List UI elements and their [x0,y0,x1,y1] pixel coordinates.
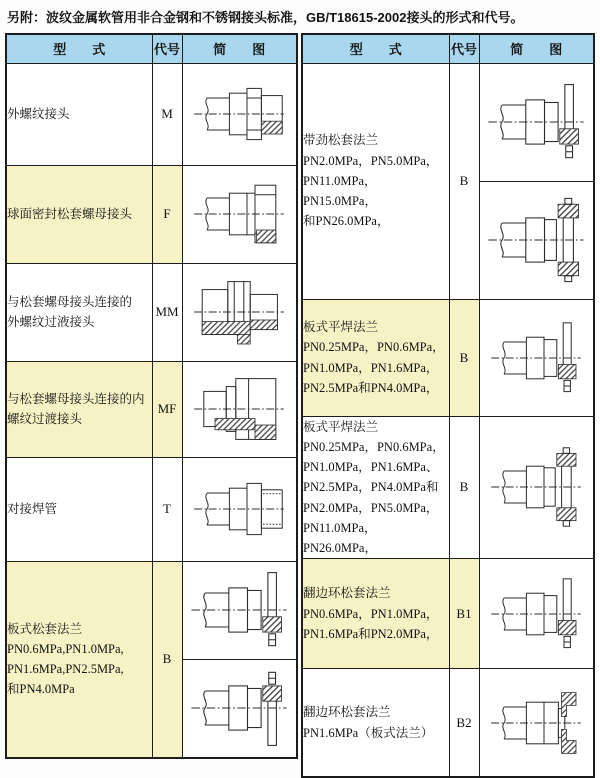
code-cell: F [152,165,182,263]
diagram-flared-ring-loose-flange-plate [480,683,594,763]
table-row [6,63,297,165]
type-cell: 外螺纹接头 [6,63,152,165]
table-row [302,559,594,669]
table-row [302,416,594,559]
left-table [5,33,298,759]
header-diagram: 简 图 [182,34,297,64]
right-header-row [302,34,594,64]
table-row [6,361,297,457]
header-type: 型 式 [302,34,449,64]
left-header-row [6,34,297,64]
type-cell: 翻边环松套法兰 PN1.6MPa（板式法兰） [302,669,449,777]
type-cell: 板式松套法兰 PN0.6MPa,PN1.0MPa, PN1.6MPa,PN2.5MPa, 和PN4.0MPa [6,561,152,758]
diagram-plate-welded-flange [480,318,594,398]
code-cell: B [449,299,479,416]
code-cell: MF [152,361,182,457]
type-cell: 板式平焊法兰 PN0.25MPa，PN0.6MPa， PN1.0MPa，PN1.6MPa， PN2.5MPa和PN4.0MPa， [302,299,449,416]
header-code: 代号 [449,34,479,64]
diagram-plate-loose-flange-up [183,562,297,659]
type-cell: 板式平焊法兰 PN0.25MPa，PN0.6MPa， PN1.0MPa，PN1.6MPa、 PN2.5MPa，PN4.0MPa和 PN2.0MPa，PN5.0MPa， PN11.0MPa，PN26.0MPa， [302,416,449,559]
diagram-plate-welded-flange-both [480,447,594,527]
table-row [6,457,297,561]
code-cell: M [152,63,182,165]
code-cell: B2 [449,669,479,777]
table-row [6,561,297,758]
diagram-male-threaded-joint [183,74,297,154]
diagram-male-female-transition-joint [183,369,297,449]
type-cell: 与松套螺母接头连接的 外螺纹过液接头 [6,263,152,361]
page-title: 另附：波纹金属软管用非合金钢和不锈钢接头标准，GB/T18615-2002接头的形式和代号。 [7,10,524,25]
code-cell: B [449,416,479,559]
table-row [302,63,594,299]
diagram-neck-loose-flange-up [480,64,594,181]
type-cell: 与松套螺母接头连接的内 螺纹过渡接头 [6,361,152,457]
diagram-male-male-transition-joint [183,272,297,352]
diagram-neck-loose-flange-both [480,181,594,299]
type-cell: 对接焊管 [6,457,152,561]
code-cell: B1 [449,559,479,669]
header-type: 型 式 [6,34,152,64]
table-row [302,669,594,777]
type-cell: 带劲松套法兰 PN2.0MPa，PN5.0MPa， PN11.0MPa，PN15.0MPa， 和PN26.0MPa， [302,63,449,299]
table-row [302,299,594,416]
code-cell: T [152,457,182,561]
tables-container [0,33,600,778]
type-cell: 球面密封松套螺母接头 [6,165,152,263]
code-cell: B [449,63,479,299]
header-diagram: 简 图 [479,34,594,64]
right-table [301,33,595,778]
table-row [6,165,297,263]
diagram-plate-loose-flange-down [183,659,297,757]
table-row [6,263,297,361]
diagram-spherical-seal-swivel-nut-joint [183,174,297,254]
header-code: 代号 [152,34,182,64]
code-cell: MM [152,263,182,361]
diagram-butt-weld-pipe [183,469,297,549]
code-cell: B [152,561,182,758]
diagram-flared-ring-loose-flange [480,574,594,654]
type-cell: 翻边环松套法兰 PN0.6MPa，PN1.0MPa， PN1.6MPa和PN2.0MPa， [302,559,449,669]
